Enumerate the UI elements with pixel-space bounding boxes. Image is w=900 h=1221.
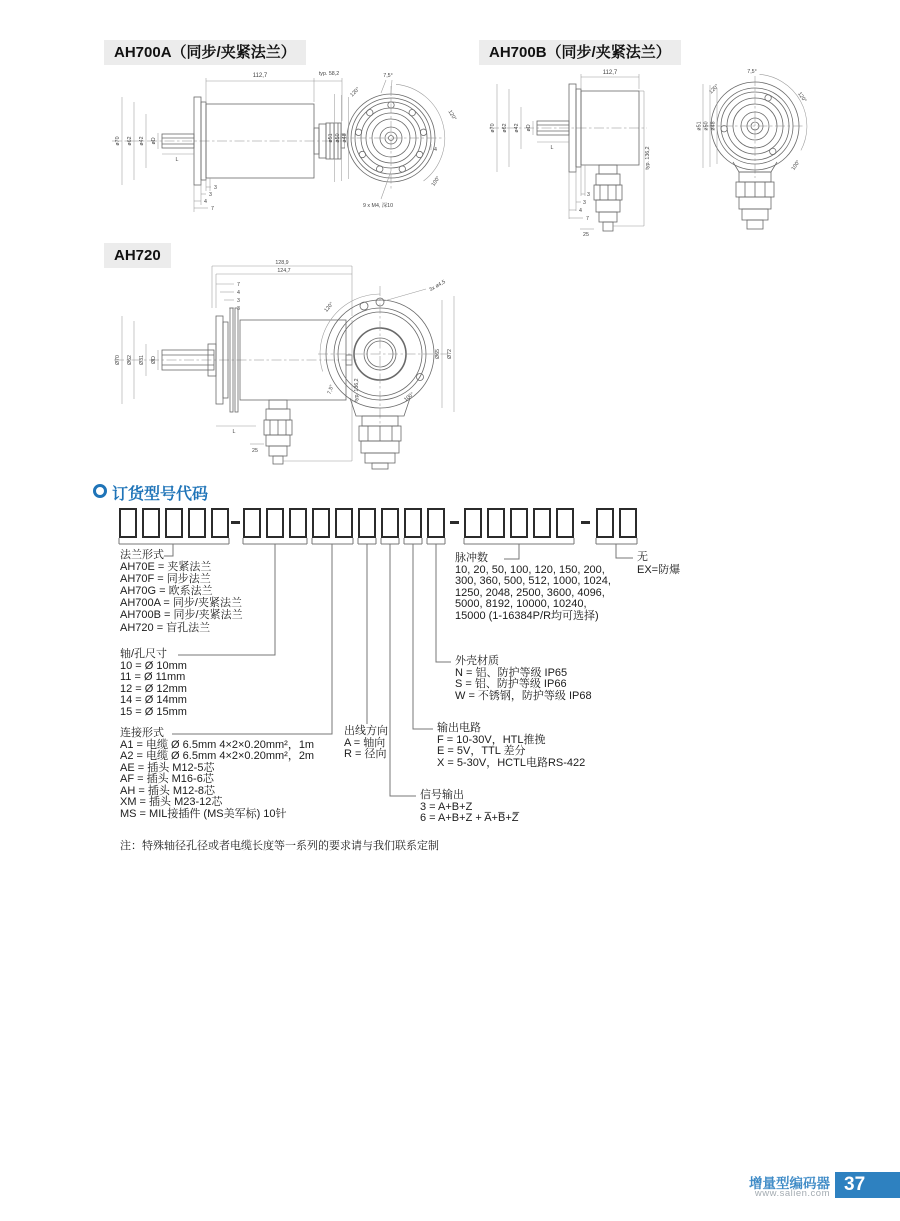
option-line: 11 = Ø 11mm xyxy=(120,671,186,683)
section-title-ah700b: AH700B（同步/夹紧法兰） xyxy=(479,40,681,65)
option-line: A1 = 电缆 Ø 6.5mm 4×2×0.20mm²，1m xyxy=(120,738,315,751)
svg-text:7: 7 xyxy=(237,282,240,288)
option-line: AH720 = 盲孔法兰 xyxy=(120,621,211,634)
option-line: AH = 插头 M12-8芯 xyxy=(120,784,216,797)
code-box xyxy=(619,508,637,538)
svg-text:Ø72: Ø72 xyxy=(447,348,453,360)
shaft-size-block xyxy=(120,649,187,718)
svg-text:Ø65: Ø65 xyxy=(435,348,441,360)
option-line: 12 = Ø 12mm xyxy=(120,682,187,695)
code-box xyxy=(165,508,183,538)
svg-text:3: 3 xyxy=(583,200,586,206)
section-title-ah720: AH720 xyxy=(104,243,171,268)
option-line: A2 = 电缆 Ø 6.5mm 4×2×0.20mm²，2m xyxy=(120,750,315,762)
option-line: AE = 插头 M12-5芯 xyxy=(120,761,215,774)
svg-text:3x ø4,5: 3x ø4,5 xyxy=(428,279,447,294)
code-box xyxy=(188,508,206,538)
option-line: AH70F = 同步法兰 xyxy=(120,573,211,586)
svg-text:3: 3 xyxy=(214,185,217,191)
svg-text:øD: øD xyxy=(526,124,532,132)
housing-material-label: 外壳材质 xyxy=(455,655,499,667)
svg-text:ø70: ø70 xyxy=(490,123,496,133)
svg-text:øD: øD xyxy=(151,137,157,145)
signal-output-label: 信号输出 xyxy=(420,789,464,801)
output-circuit-label: 输出电路 xyxy=(437,722,481,734)
svg-text:3: 3 xyxy=(237,306,240,312)
option-line: R = 径向 xyxy=(344,748,387,760)
option-line: E = 5V，TTL 差分 xyxy=(437,745,526,757)
svg-text:112,7: 112,7 xyxy=(602,70,618,76)
option-line: 14 = Ø 14mm xyxy=(120,694,187,706)
cable-direction-label: 出线方向 xyxy=(344,725,388,737)
svg-text:Ø70: Ø70 xyxy=(115,354,121,366)
ah720-front-view-drawing xyxy=(298,274,468,470)
svg-text:ø50: ø50 xyxy=(335,133,341,143)
svg-text:typ. 58,2: typ. 58,2 xyxy=(318,71,340,77)
code-box xyxy=(358,508,376,538)
option-line: S = 铝、防护等级 IP66 xyxy=(455,678,567,690)
svg-text:25: 25 xyxy=(583,232,589,238)
ex-option-block xyxy=(637,550,680,577)
svg-text:Ø31: Ø31 xyxy=(139,354,145,366)
code-box xyxy=(289,508,307,538)
svg-text:ø51: ø51 xyxy=(328,133,334,143)
code-box xyxy=(464,508,482,538)
code-dash xyxy=(581,521,590,524)
svg-text:typ. 136,2: typ. 136,2 xyxy=(354,378,360,402)
svg-text:7,5°: 7,5° xyxy=(747,69,757,75)
svg-text:ø62: ø62 xyxy=(502,123,508,133)
svg-text:100°: 100° xyxy=(403,391,416,404)
svg-text:L: L xyxy=(175,157,179,163)
svg-text:120°: 120° xyxy=(796,91,808,104)
pulse-line: 1250, 2048, 2500, 3600, 4096, xyxy=(455,586,605,599)
option-line: F = 10-30V，HTL推挽 xyxy=(437,733,546,746)
svg-text:7,5°: 7,5° xyxy=(383,73,393,79)
option-line: X = 5-30V，HCTL电路RS-422 xyxy=(437,756,586,769)
code-box xyxy=(243,508,261,538)
signal-output-block xyxy=(420,790,518,825)
svg-text:ø50: ø50 xyxy=(703,121,710,131)
option-line: MS = MIL接插件 (MS美军标) 10针 xyxy=(120,807,287,820)
svg-text:112,7: 112,7 xyxy=(252,73,268,79)
code-dash xyxy=(231,521,240,524)
svg-text:ø62: ø62 xyxy=(127,136,133,146)
svg-text:120°: 120° xyxy=(446,109,458,122)
ah700a-front-view-drawing xyxy=(325,66,460,212)
option-line: AH700A = 同步/夹紧法兰 xyxy=(120,597,242,610)
option-line: 15 = Ø 15mm xyxy=(120,705,187,718)
page-number-badge: 37 xyxy=(835,1172,900,1198)
code-box xyxy=(335,508,353,538)
ex-none-label: 无 xyxy=(637,551,648,563)
custom-order-note: 注：特殊轴径孔径或者电缆长度等一系列的要求请与我们联系定制 xyxy=(120,840,439,852)
svg-text:L: L xyxy=(550,145,554,151)
flange-type-block xyxy=(120,549,243,634)
pulse-count-label: 脉冲数 xyxy=(455,552,488,564)
svg-text:7: 7 xyxy=(211,206,214,212)
pulse-line: 5000, 8192, 10000, 10240, xyxy=(455,598,587,610)
svg-text:3: 3 xyxy=(209,192,212,198)
ordering-bullet-icon xyxy=(93,484,107,498)
option-line: A = 轴向 xyxy=(344,736,386,749)
svg-text:typ. 136,2: typ. 136,2 xyxy=(645,146,651,170)
ordering-section-title: 订货型号代码 xyxy=(112,486,209,503)
flange-type-label: 法兰形式 xyxy=(120,549,164,561)
output-circuit-block xyxy=(437,723,585,769)
svg-text:ø51: ø51 xyxy=(696,121,703,131)
svg-text:L: L xyxy=(232,429,236,435)
code-box xyxy=(381,508,399,538)
svg-text:120°: 120° xyxy=(323,301,336,314)
svg-text:120°: 120° xyxy=(708,83,721,96)
svg-text:128,9: 128,9 xyxy=(275,260,289,266)
ah700a-side-view-drawing xyxy=(110,66,345,218)
svg-text:ø70: ø70 xyxy=(115,136,121,146)
code-box xyxy=(312,508,330,538)
svg-text:ø48: ø48 xyxy=(342,133,348,143)
svg-text:ø42: ø42 xyxy=(139,136,145,146)
ex-option-line: EX=防爆 xyxy=(637,564,681,576)
svg-text:100°: 100° xyxy=(430,175,442,188)
footer-website: www.salien.com xyxy=(754,1188,830,1199)
code-box xyxy=(211,508,229,538)
svg-text:4: 4 xyxy=(204,199,207,205)
option-line: W = 不锈钢，防护等级 IP68 xyxy=(455,689,592,702)
pulse-count-block xyxy=(455,553,611,622)
option-line: AH70G = 欧系法兰 xyxy=(120,585,213,598)
option-line: XM = 插头 M23-12芯 xyxy=(120,796,223,808)
connection-type-block xyxy=(120,728,314,820)
svg-text:120°: 120° xyxy=(349,86,362,99)
svg-text:7: 7 xyxy=(586,216,589,222)
code-box xyxy=(487,508,505,538)
connection-type-label: 连接形式 xyxy=(120,727,164,739)
code-box xyxy=(142,508,160,538)
option-line: AF = 插头 M16-6芯 xyxy=(120,773,214,785)
svg-text:ø48: ø48 xyxy=(710,121,717,131)
shaft-size-label: 轴/孔尺寸 xyxy=(120,648,168,660)
svg-text:4: 4 xyxy=(237,290,240,296)
svg-text:ØD: ØD xyxy=(151,356,157,364)
pulse-line: 15000 (1-16384P/R均可选择) xyxy=(455,609,599,622)
svg-text:3: 3 xyxy=(587,192,590,198)
code-box xyxy=(119,508,137,538)
option-line: AH700B = 同步/夹紧法兰 xyxy=(120,609,243,622)
svg-text:100°: 100° xyxy=(790,159,802,172)
code-box xyxy=(427,508,445,538)
svg-text:3: 3 xyxy=(237,298,240,304)
housing-material-block xyxy=(455,656,592,702)
footer-series-label: 增量型编码器 xyxy=(749,1176,830,1191)
option-line: AH70E = 夹紧法兰 xyxy=(120,561,212,574)
code-dash xyxy=(450,521,459,524)
option-line: 10 = Ø 10mm xyxy=(120,659,187,672)
code-box xyxy=(404,508,422,538)
svg-text:4: 4 xyxy=(434,147,437,153)
svg-text:4: 4 xyxy=(579,208,582,214)
section-title-ah700a: AH700A（同步/夹紧法兰） xyxy=(104,40,306,65)
option-line: N = 铝、防护等级 IP65 xyxy=(455,666,568,679)
svg-text:7,5°: 7,5° xyxy=(326,384,336,396)
code-box xyxy=(510,508,528,538)
ah700b-side-view-drawing xyxy=(487,66,652,238)
code-box xyxy=(533,508,551,538)
cable-direction-block xyxy=(344,726,388,761)
pulse-line: 300, 360, 500, 512, 1000, 1024, xyxy=(455,575,611,587)
svg-text:124,7: 124,7 xyxy=(277,268,291,274)
ah700b-front-view-drawing xyxy=(695,66,820,238)
svg-text:25: 25 xyxy=(252,448,258,454)
svg-text:Ø62: Ø62 xyxy=(127,354,133,366)
code-box xyxy=(556,508,574,538)
option-line: 6 = A+B+Z + A̅+B̅+Z̅ xyxy=(420,812,519,824)
code-box xyxy=(266,508,284,538)
svg-text:9 x M4, 深10: 9 x M4, 深10 xyxy=(363,203,394,209)
svg-text:ø42: ø42 xyxy=(514,123,520,133)
pulse-line: 10, 20, 50, 100, 120, 150, 200, xyxy=(455,563,605,576)
code-box xyxy=(596,508,614,538)
option-line: 3 = A+B+Z xyxy=(420,800,473,813)
